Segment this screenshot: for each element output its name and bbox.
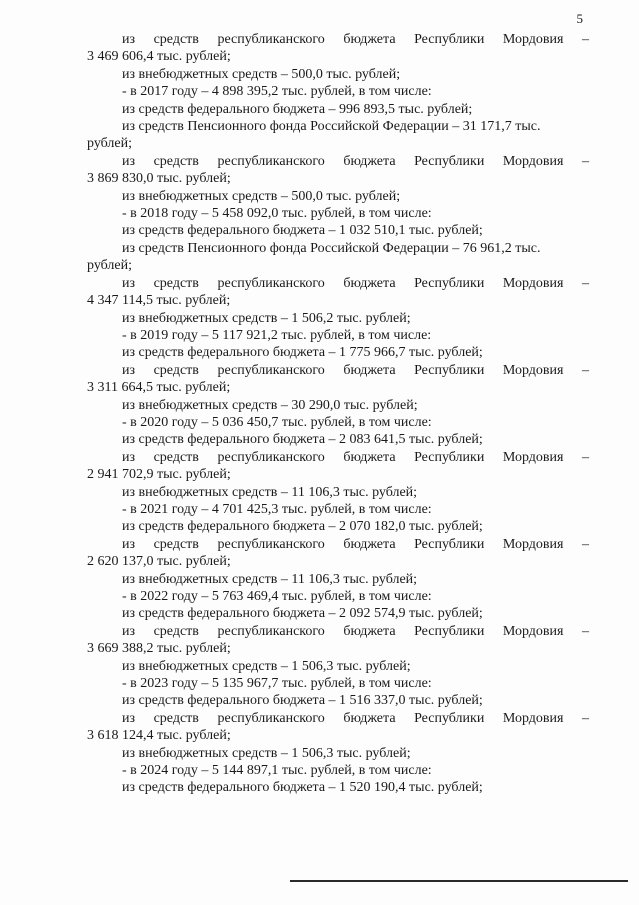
line-word: – [582, 362, 589, 378]
line-word: из [122, 623, 136, 639]
line-word: бюджета [343, 536, 396, 552]
document-body [87, 31, 589, 797]
line-word: Мордовия [502, 536, 564, 552]
text-line: из средств федерального бюджета – 1 032 510,1 тыс. рублей; [122, 223, 483, 239]
line-word: Мордовия [502, 623, 564, 639]
line-word: средств [153, 362, 199, 378]
line-word: республиканского [217, 536, 325, 552]
text-line [87, 153, 589, 170]
line-word: бюджета [343, 275, 396, 291]
line-word: из [122, 536, 136, 552]
text-line: - в 2017 году – 4 898 395,2 тыс. рублей, в том числе: [122, 84, 432, 100]
line-word: Мордовия [502, 449, 564, 465]
line-word: Мордовия [502, 710, 564, 726]
text-line [87, 275, 589, 292]
line-word: бюджета [343, 32, 396, 47]
text-line: рублей; [87, 136, 132, 152]
text-line: из средств федерального бюджета – 1 516 337,0 тыс. рублей; [122, 693, 483, 709]
text-line [87, 362, 589, 379]
text-line: - в 2019 году – 5 117 921,2 тыс. рублей, в том числе: [122, 327, 432, 343]
text-line: из внебюджетных средств – 500,0 тыс. рублей; [122, 66, 401, 82]
line-word: из [122, 32, 136, 47]
text-line: - в 2018 году – 5 458 092,0 тыс. рублей, в том числе: [122, 206, 432, 222]
line-word: Мордовия [502, 32, 564, 47]
text-line: из внебюджетных средств – 1 506,3 тыс. рублей; [122, 658, 411, 674]
text-line: 4 347 114,5 тыс. рублей; [87, 293, 231, 309]
line-word: Республики [414, 32, 485, 47]
text-line [87, 623, 589, 640]
line-word: – [582, 536, 589, 552]
text-line: - в 2022 году – 5 763 469,4 тыс. рублей, в том числе: [122, 589, 432, 604]
line-word: республиканского [217, 275, 325, 291]
line-word: – [582, 449, 589, 465]
line-word: из [122, 275, 136, 291]
text-line: - в 2024 году – 5 144 897,1 тыс. рублей, в том числе: [122, 763, 432, 779]
line-word: Республики [414, 536, 485, 552]
text-line: из внебюджетных средств – 11 106,3 тыс. рублей; [122, 571, 418, 587]
line-word: средств [153, 275, 199, 291]
line-word: Республики [414, 449, 485, 465]
line-word: средств [153, 32, 199, 47]
text-line: 3 669 388,2 тыс. рублей; [87, 641, 231, 657]
line-word: бюджета [343, 710, 396, 726]
line-word: республиканского [217, 362, 325, 378]
line-word: из [122, 362, 136, 378]
text-line [87, 31, 589, 48]
line-word: Мордовия [502, 153, 564, 169]
line-word: Республики [414, 275, 485, 291]
line-word: республиканского [217, 623, 325, 639]
line-word: из [122, 153, 136, 169]
line-word: Мордовия [502, 362, 564, 378]
text-line [87, 536, 589, 553]
line-word: – [582, 275, 589, 291]
text-line: из внебюджетных средств – 1 506,3 тыс. рублей; [122, 745, 411, 761]
text-line: из внебюджетных средств – 11 106,3 тыс. рублей; [122, 484, 418, 500]
text-line: из внебюджетных средств – 30 290,0 тыс. рублей; [122, 397, 418, 413]
bottom-rule [290, 880, 628, 882]
line-word: Мордовия [502, 275, 564, 291]
text-line: 2 620 137,0 тыс. рублей; [87, 554, 231, 570]
line-word: Республики [414, 623, 485, 639]
line-word: средств [153, 536, 199, 552]
line-word: из [122, 710, 136, 726]
line-word: из [122, 449, 136, 465]
text-line: из средств федерального бюджета – 2 070 182,0 тыс. рублей; [122, 519, 483, 535]
text-line [87, 449, 589, 466]
text-line: из средств федерального бюджета – 2 083 641,5 тыс. рублей; [122, 432, 483, 448]
text-line: из средств федерального бюджета – 996 893,5 тыс. рублей; [122, 101, 473, 117]
text-line: 3 618 124,4 тыс. рублей; [87, 728, 231, 744]
text-line [87, 710, 589, 727]
line-word: Республики [414, 153, 485, 169]
line-word: Республики [414, 710, 485, 726]
text-line: из средств Пенсионного фонда Российской Федерации – 31 171,7 тыс. [122, 119, 541, 135]
line-word: – [582, 153, 589, 169]
text-line: из внебюджетных средств – 500,0 тыс. рублей; [122, 188, 401, 204]
line-word: средств [153, 153, 199, 169]
line-word: – [582, 710, 589, 726]
text-line: 3 311 664,5 тыс. рублей; [87, 380, 231, 396]
text-line: из средств федерального бюджета – 2 092 574,9 тыс. рублей; [122, 606, 483, 622]
line-word: – [582, 623, 589, 639]
line-word: Республики [414, 362, 485, 378]
line-word: бюджета [343, 362, 396, 378]
text-line: 3 469 606,4 тыс. рублей; [87, 49, 231, 65]
line-word: республиканского [217, 710, 325, 726]
line-word: бюджета [343, 153, 396, 169]
text-line: рублей; [87, 258, 132, 274]
page-number: 5 [576, 11, 583, 26]
line-word: бюджета [343, 623, 396, 639]
line-word: республиканского [217, 449, 325, 465]
text-line: - в 2021 году – 4 701 425,3 тыс. рублей, в том числе: [122, 501, 432, 517]
text-line: из средств Пенсионного фонда Российской Федерации – 76 961,2 тыс. [122, 240, 541, 256]
line-word: бюджета [343, 449, 396, 465]
text-line: - в 2020 году – 5 036 450,7 тыс. рублей, в том числе: [122, 414, 432, 430]
line-word: республиканского [217, 153, 325, 169]
text-line: 2 941 702,9 тыс. рублей; [87, 467, 231, 483]
text-line: из внебюджетных средств – 1 506,2 тыс. рублей; [122, 310, 411, 326]
text-line: 3 869 830,0 тыс. рублей; [87, 171, 231, 187]
line-word: средств [153, 449, 199, 465]
line-word: средств [153, 710, 199, 726]
text-line: из средств федерального бюджета – 1 520 190,4 тыс. рублей; [122, 780, 483, 796]
line-word: республиканского [217, 32, 325, 47]
line-word: – [582, 32, 589, 47]
text-line: из средств федерального бюджета – 1 775 966,7 тыс. рублей; [122, 345, 483, 361]
text-line: - в 2023 году – 5 135 967,7 тыс. рублей, в том числе: [122, 676, 432, 692]
line-word: средств [153, 623, 199, 639]
